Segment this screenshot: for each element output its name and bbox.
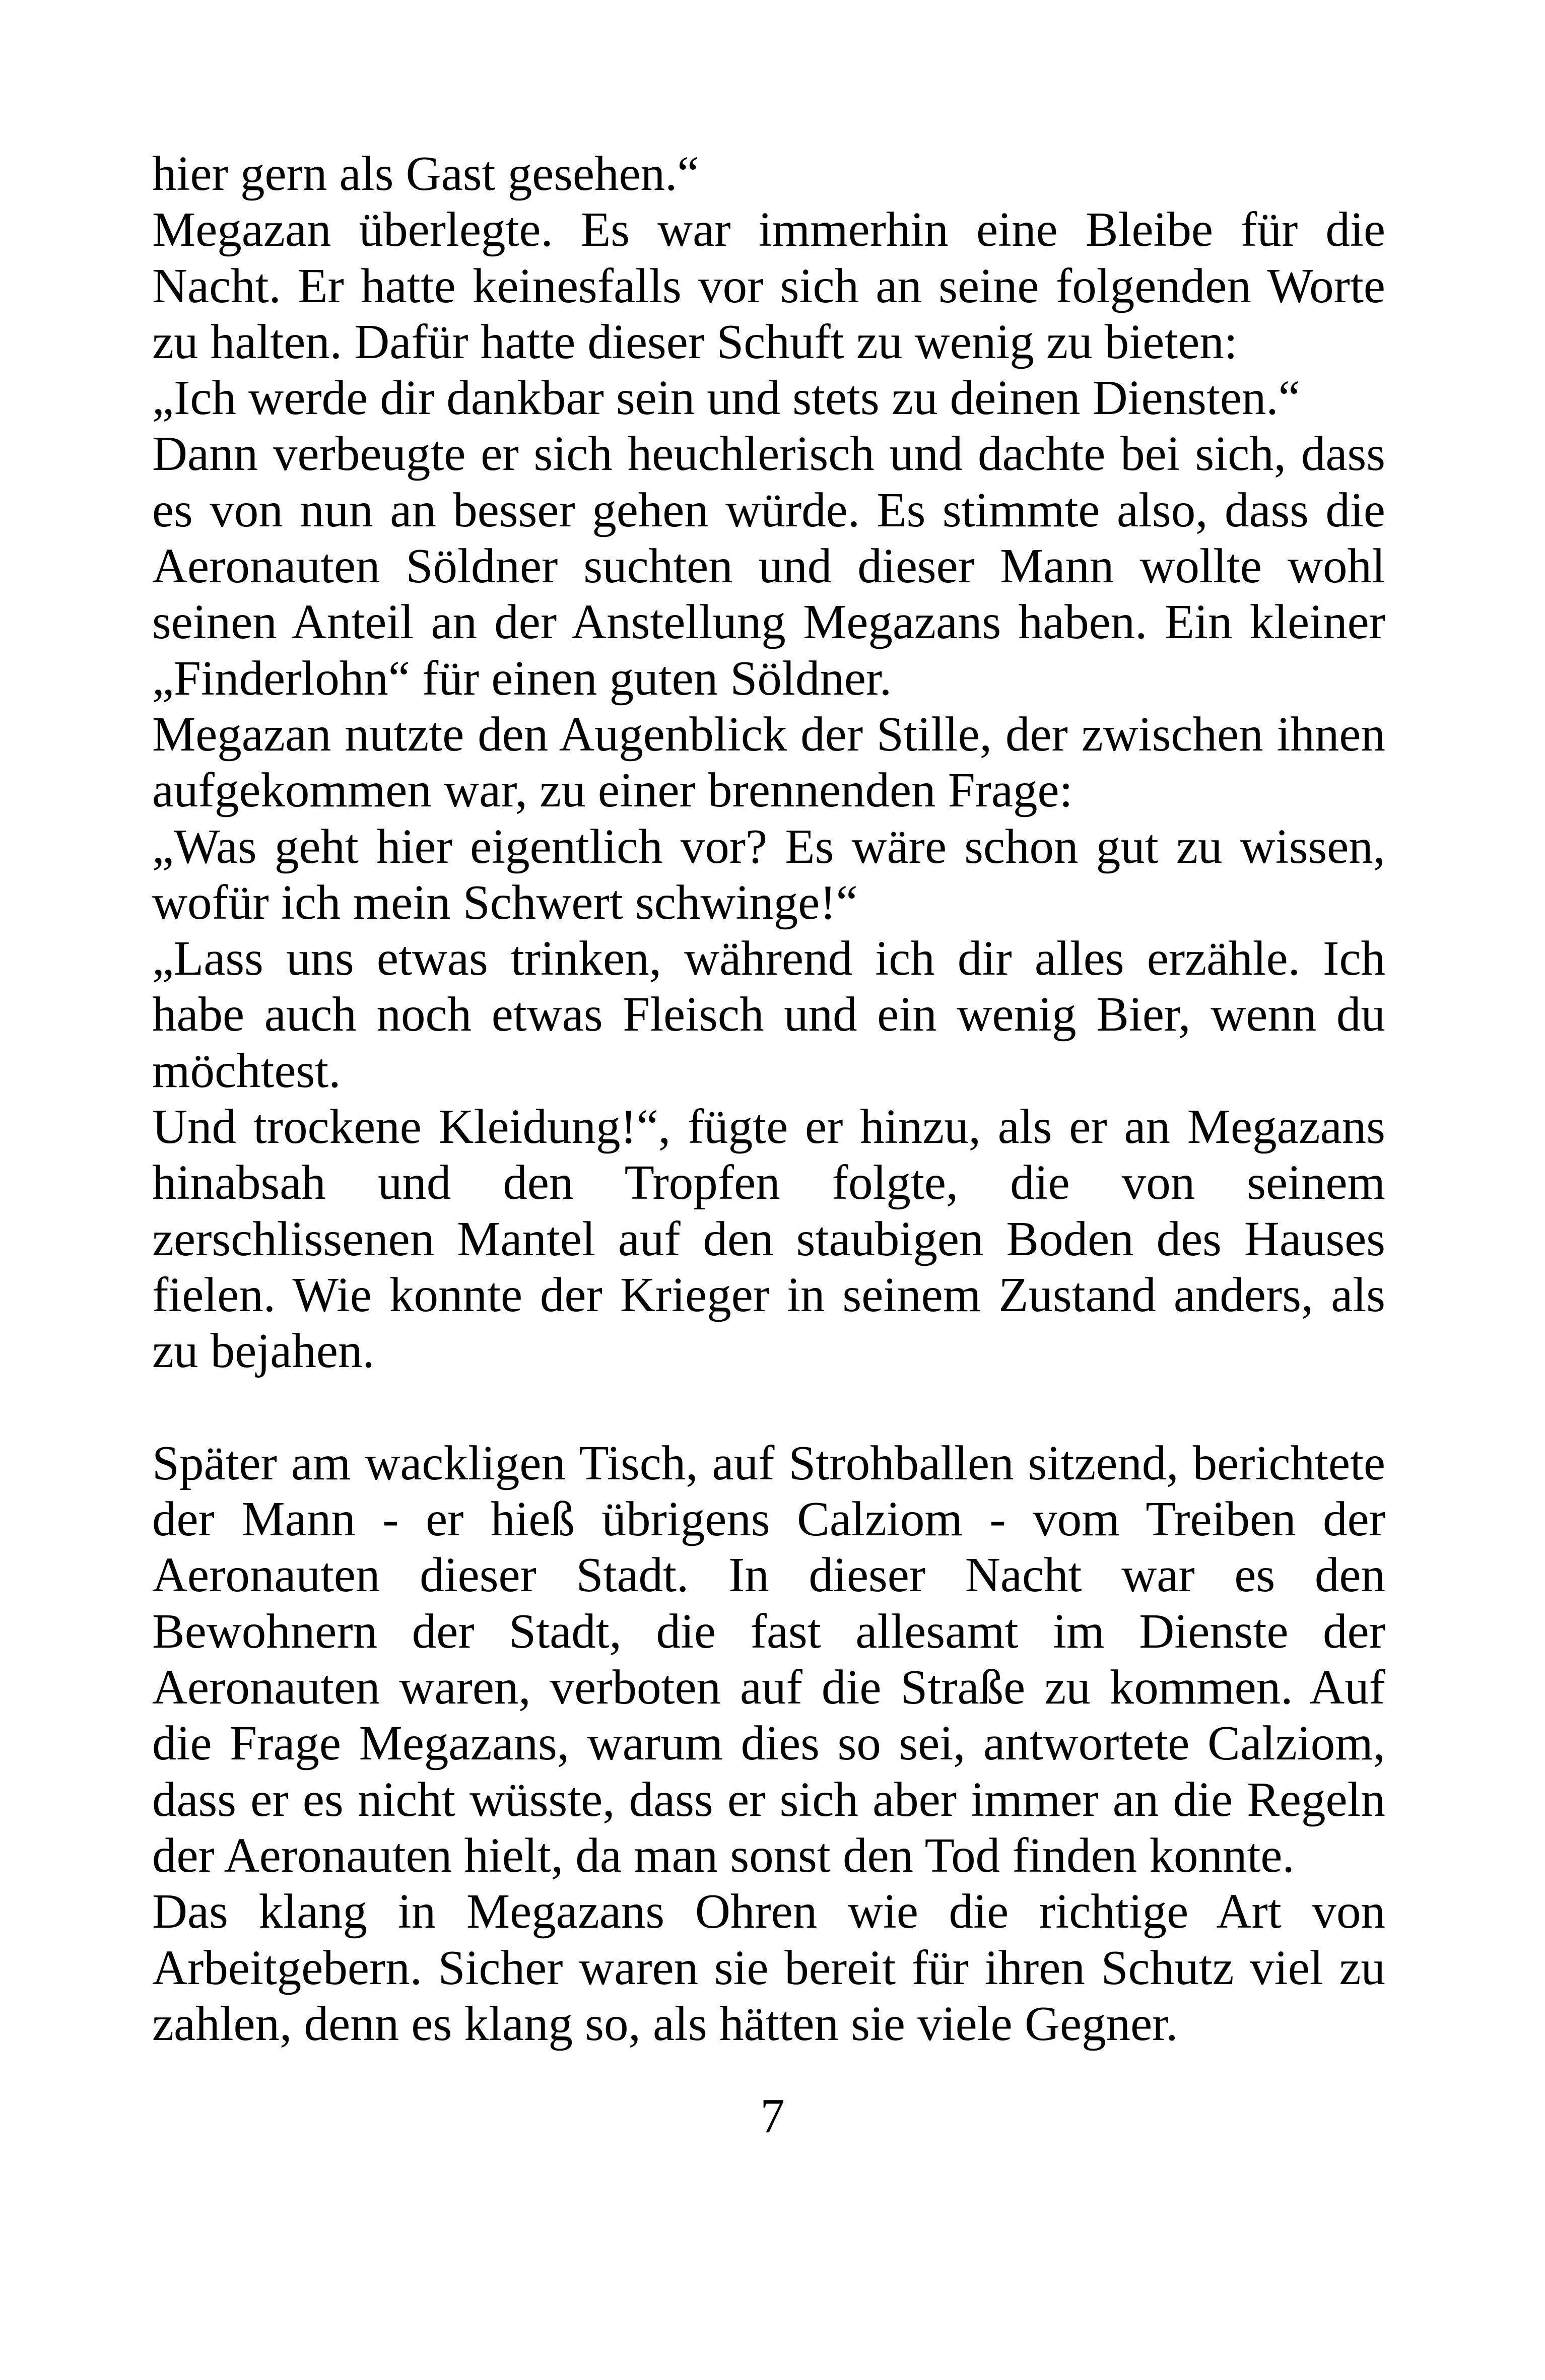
paragraph-8: Und trockene Kleidung!“, fügte er hinzu, als er an Megazans hinabsah und den Tropfen folgte, die von seinem zerschlissenen Mantel auf den staubigen Boden des Hauses fielen. Wie konnte der Krieger in seinem Zustand anders, als zu bejahen. bbox=[152, 1100, 1385, 1378]
paragraph-6: „Was geht hier eigentlich vor? Es wäre schon gut zu wissen, wofür ich mein Schwert schwinge!“ bbox=[152, 819, 1385, 929]
paragraph-7: „Lass uns etwas trinken, während ich dir alles erzähle. Ich habe auch noch etwas Fleisch und ein wenig Bier, wenn du möchtest. bbox=[152, 931, 1385, 1098]
section-break bbox=[152, 1379, 1385, 1435]
paragraph-2: Megazan überlegte. Es war immerhin eine Bleibe für die Nacht. Er hatte keinesfalls vor sich an seine folgenden Worte zu halten. Dafür hatte dieser Schuft zu wenig zu bieten: bbox=[152, 202, 1385, 369]
page-number: 7 bbox=[760, 2089, 785, 2143]
paragraph-5: Megazan nutzte den Augenblick der Stille, der zwischen ihnen aufgekommen war, zu einer brennenden Frage: bbox=[152, 707, 1385, 818]
paragraph-1: hier gern als Gast gesehen.“ bbox=[152, 147, 699, 200]
paragraph-4: Dann verbeugte er sich heuchlerisch und dachte bei sich, dass es von nun an besser gehen würde. Es stimmte also, dass die Aeronauten Söldner suchten und dieser Mann wollte wohl seinen Anteil an der Anstellung Megazans haben. Ein kleiner „Finderlohn“ für einen guten Söldner. bbox=[152, 427, 1385, 705]
paragraph-9: Später am wackligen Tisch, auf Strohballen sitzend, berichtete der Mann - er hieß übrigens Calziom - vom Treiben der Aeronauten dieser Stadt. In dieser Nacht war es den Bewohnern der Stadt, die fast allesamt im Dienste der Aeronauten waren, verboten auf die Straße zu kommen. Auf die Frage Megazans, warum dies so sei, antwortete Calziom, dass er es nicht wüsste, dass er sich aber immer an die Regeln der Aeronauten hielt, da man sonst den Tod finden konnte. bbox=[152, 1436, 1385, 1882]
body-text bbox=[152, 146, 1385, 2052]
paragraph-10: Das klang in Megazans Ohren wie die richtige Art von Arbeitgebern. Sicher waren sie bereit für ihren Schutz viel zu zahlen, denn es klang so, als hätten sie viele Gegner. bbox=[152, 1884, 1385, 2051]
paragraph-3: „Ich werde dir dankbar sein und stets zu deinen Diensten.“ bbox=[152, 371, 1300, 425]
